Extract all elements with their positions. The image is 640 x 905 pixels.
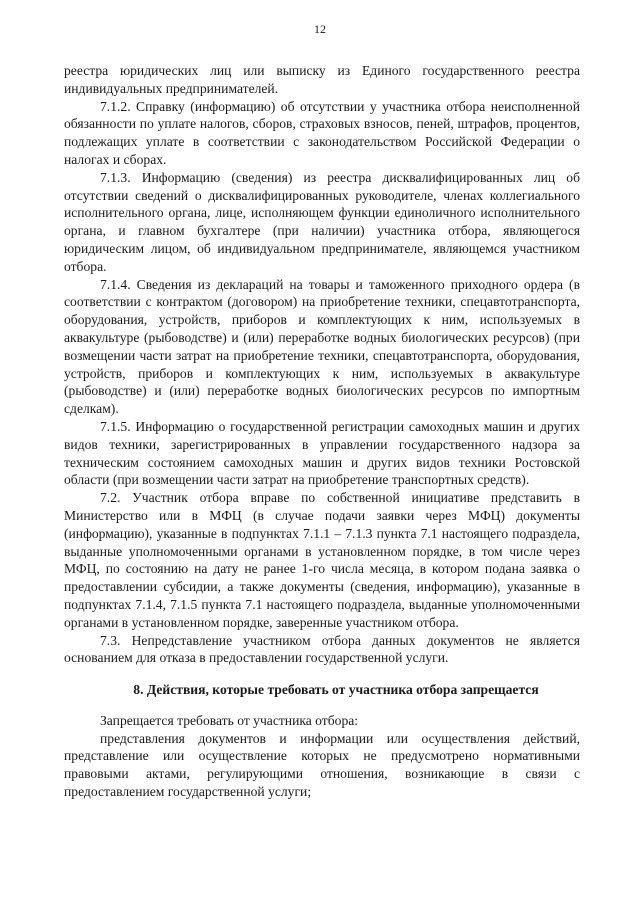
paragraph-continuation: реестра юридических лиц или выписку из Единого государственного реестра индивидуальных предпринимателей. [64, 63, 580, 96]
paragraph-7-1-4: 7.1.4. Сведения из деклараций на товары и таможенного приходного ордера (в соответствии с контрактом (договором) на приобретение техники, спецавтотранспорта, оборудования, устройств, приборов и комплектующих к ним, используемых в аквакультуре (рыбоводстве) и (или) переработке водных биологических ресурсов) (при возмещении части затрат на приобретение техники, спецавтотранспорта, оборудования, устройств, приборов и комплектующих к ним, используемых в аквакультуре (рыбоводстве) и (или) переработке водных биологических ресурсов по импортным сделкам). [64, 276, 580, 417]
section-8-heading: 8. Действия, которые требовать от участника отбора запрещается [133, 682, 539, 698]
paragraph-7-1-5: 7.1.5. Информацию о государственной регистрации самоходных машин и других видов техники, зарегистрированных в управлении государственного надзора за техническим состоянием самоходных машин и других видов техники Ростовской области (при возмещении части затрат на приобретение транспортных средств). [64, 418, 580, 488]
paragraph-7-3: 7.3. Непредставление участником отбора данных документов не является основанием для отказа в предоставлении государственной услуги. [64, 632, 580, 666]
paragraph-7-1-2: 7.1.2. Справку (информацию) об отсутствии у участника отбора неисполненной обязанности по уплате налогов, сборов, страховых взносов, пеней, штрафов, процентов, подлежащих уплате в соответствии с законодательством Российской Федерации о налогах и сборах. [64, 98, 580, 167]
section-8-intro: Запрещается требовать от участника отбора: [100, 712, 359, 728]
section-8-item-1: представления документов и информации или осуществления действий, представление или осуществление которых не предусмотрено нормативными правовыми актами, регулирующими отношения, возникающие в связи с предоставлением государственной услуги; [64, 730, 580, 800]
page-number: 12 [314, 22, 326, 36]
document-body [64, 62, 580, 801]
paragraph-7-1-3: 7.1.3. Информацию (сведения) из реестра дисквалифицированных лиц об отсутствии сведений о дисквалифицированных руководителе, членах коллегиального исполнительного органа, лице, исполняющем функции единоличного исполнительного органа, и главном бухгалтере (при наличии) участника отбора, являющегося юридическим лицом, об индивидуальном предпринимателе, являющемся участником отбора. [64, 169, 580, 274]
paragraph-7-2: 7.2. Участник отбора вправе по собственной инициативе представить в Министерство или в МФЦ (в случае подачи заявки через МФЦ) документы (информацию), указанные в подпунктах 7.1.1 – 7.1.3 пункта 7.1 настоящего подраздела, выданные уполномоченными органами в установленном порядке, в том числе через МФЦ, по состоянию на дату не ранее 1-го числа месяца, в котором подана заявка о предоставлении субсидии, а также документы (сведения, информацию), указанные в подпунктах 7.1.4, 7.1.5 пункта 7.1 настоящего подраздела, выданные уполномоченными органами в установленном порядке, заверенные участником отбора. [64, 490, 580, 630]
